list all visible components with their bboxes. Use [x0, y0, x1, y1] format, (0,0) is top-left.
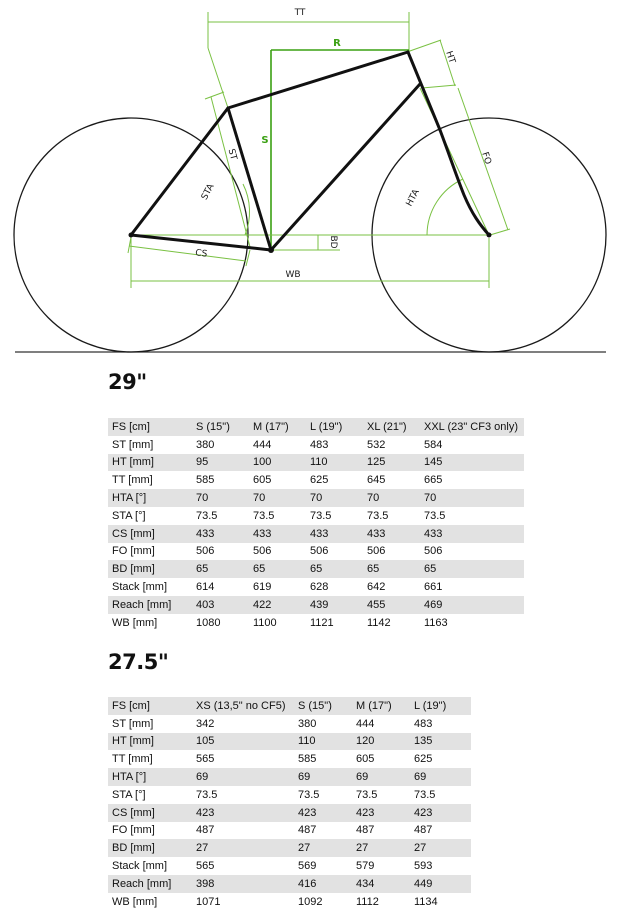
table-cell: Reach [mm] [108, 875, 192, 893]
table-row [108, 596, 524, 614]
label-cs: CS [194, 248, 208, 260]
table-cell: HT [mm] [108, 733, 192, 751]
table-cell: 1071 [196, 895, 221, 908]
table-cell: 73.5 [196, 788, 218, 801]
table-cell: 1092 [298, 895, 323, 908]
table-row [108, 560, 524, 578]
table-cell: 70 [306, 489, 363, 507]
geometry-table-275 [108, 697, 471, 911]
table-row [108, 715, 471, 733]
table-cell: 422 [249, 596, 306, 614]
table-row [108, 733, 471, 751]
table-cell: 569 [298, 860, 317, 873]
table-cell: 565 [196, 753, 215, 766]
table-header-cell: XXL (23" CF3 only) [420, 418, 524, 436]
table-cell: 1121 [310, 616, 334, 629]
hta-arc [427, 179, 463, 235]
table-cell: 73.5 [310, 509, 332, 522]
table-cell: 469 [420, 596, 524, 614]
label-bd: BD [328, 235, 338, 249]
table-cell: 593 [414, 860, 433, 873]
table-cell: 487 [298, 824, 317, 837]
table-header-cell: FS [cm] [108, 697, 192, 715]
table-cell: 380 [298, 717, 317, 730]
table-row [108, 471, 524, 489]
table-cell: 433 [420, 525, 524, 543]
table-row [108, 893, 471, 911]
table-cell: 645 [367, 474, 386, 487]
table-row [108, 525, 524, 543]
label-wb: WB [285, 270, 301, 280]
table-cell: 73.5 [196, 509, 218, 522]
table-cell: 380 [196, 438, 215, 451]
table-title-275: 27.5" [108, 650, 169, 674]
table-cell: 65 [306, 560, 363, 578]
table-cell: 125 [363, 454, 420, 472]
table-cell: 506 [367, 545, 386, 558]
table-cell: 65 [249, 560, 306, 578]
cs-dimension-line [129, 246, 246, 261]
table-cell: 487 [356, 824, 375, 837]
label-st: ST [225, 147, 239, 162]
chain-stay [131, 235, 271, 250]
table-cell: 423 [294, 804, 352, 822]
table-cell: 342 [196, 717, 215, 730]
table-cell: 403 [192, 596, 249, 614]
table-cell: 444 [356, 717, 375, 730]
table-row [108, 489, 524, 507]
table-cell: 584 [424, 438, 443, 451]
down-tube [271, 84, 420, 250]
table-cell: 487 [196, 824, 215, 837]
table-cell: 614 [196, 581, 215, 594]
table-cell: STA [°] [112, 788, 146, 801]
table-cell: 1100 [253, 616, 277, 629]
table-cell: 105 [192, 733, 294, 751]
label-fo: FO [479, 151, 493, 166]
table-cell: 65 [420, 560, 524, 578]
table-cell: 100 [249, 454, 306, 472]
table-cell: 65 [363, 560, 420, 578]
table-cell: 625 [414, 753, 433, 766]
top-tube [228, 52, 408, 108]
table-cell: STA [°] [112, 509, 146, 522]
table-row [108, 454, 524, 472]
table-cell: FO [mm] [112, 824, 155, 837]
table-cell: 579 [356, 860, 375, 873]
table-cell: 487 [414, 824, 433, 837]
table-cell: 1134 [414, 895, 438, 908]
table-cell: 585 [298, 753, 317, 766]
table-cell: 69 [192, 768, 294, 786]
table-cell: 423 [410, 804, 471, 822]
table-cell: TT [mm] [112, 753, 153, 766]
table-header-row [108, 697, 471, 715]
table-cell: Stack [mm] [112, 860, 168, 873]
table-cell: 95 [192, 454, 249, 472]
table-cell: 506 [310, 545, 329, 558]
table-header-cell: S (15") [294, 697, 352, 715]
table-cell: 110 [306, 454, 363, 472]
table-header-cell: L (19") [410, 697, 471, 715]
table-row [108, 786, 471, 804]
table-header-cell: FS [cm] [108, 418, 192, 436]
table-cell: 120 [352, 733, 410, 751]
table-cell: 27 [410, 839, 471, 857]
geometry-table-29 [108, 418, 524, 632]
table-row [108, 543, 524, 561]
table-cell: 27 [192, 839, 294, 857]
table-row [108, 839, 471, 857]
table-cell: 433 [363, 525, 420, 543]
table-cell: 69 [352, 768, 410, 786]
table-cell: 27 [294, 839, 352, 857]
sta-arc [243, 184, 250, 235]
table-row [108, 768, 471, 786]
table-cell: WB [mm] [112, 895, 158, 908]
table-cell: 565 [196, 860, 215, 873]
table-cell: 69 [410, 768, 471, 786]
table-cell: 506 [196, 545, 215, 558]
table-row [108, 857, 471, 875]
table-cell: 135 [410, 733, 471, 751]
table-cell: 449 [410, 875, 471, 893]
table-cell: 73.5 [424, 509, 446, 522]
table-header-cell: M (17") [352, 697, 410, 715]
table-header-cell: XL (21") [363, 418, 420, 436]
table-row [108, 750, 471, 768]
table-cell: 585 [196, 474, 215, 487]
table-cell: HTA [°] [108, 489, 192, 507]
bike-geometry-diagram [0, 0, 620, 360]
table-cell: 506 [253, 545, 272, 558]
table-cell: ST [mm] [112, 717, 154, 730]
label-r: R [333, 38, 341, 49]
table-header-row [108, 418, 524, 436]
table-cell: 532 [367, 438, 386, 451]
table-cell: 70 [420, 489, 524, 507]
table-cell: 619 [253, 581, 272, 594]
table-cell: 506 [424, 545, 443, 558]
seat-stay [131, 108, 228, 235]
table-cell: 70 [363, 489, 420, 507]
table-cell: 65 [192, 560, 249, 578]
table-cell: 70 [192, 489, 249, 507]
table-cell: WB [mm] [112, 616, 158, 629]
table-row [108, 436, 524, 454]
table-cell: BD [mm] [108, 560, 192, 578]
table-cell: 483 [414, 717, 433, 730]
table-cell: Stack [mm] [112, 581, 168, 594]
label-hta: HTA [404, 187, 422, 209]
table-row [108, 804, 471, 822]
table-cell: 145 [420, 454, 524, 472]
table-cell: 433 [249, 525, 306, 543]
table-cell: CS [mm] [108, 804, 192, 822]
table-cell: 661 [424, 581, 443, 594]
table-cell: HT [mm] [108, 454, 192, 472]
table-cell: 434 [352, 875, 410, 893]
table-cell: 455 [363, 596, 420, 614]
table-cell: 628 [310, 581, 329, 594]
table-cell: 69 [294, 768, 352, 786]
table-cell: 398 [192, 875, 294, 893]
table-row [108, 822, 471, 840]
table-cell: 433 [192, 525, 249, 543]
table-cell: CS [mm] [108, 525, 192, 543]
table-cell: FO [mm] [112, 545, 155, 558]
table-header-cell: M (17") [249, 418, 306, 436]
table-cell: 27 [352, 839, 410, 857]
table-cell: 433 [306, 525, 363, 543]
table-header-cell: L (19") [306, 418, 363, 436]
table-cell: 439 [306, 596, 363, 614]
table-cell: 73.5 [367, 509, 389, 522]
table-row [108, 614, 524, 632]
table-cell: 110 [294, 733, 352, 751]
table-cell: 1142 [367, 616, 391, 629]
table-header-cell: XS (13,5" no CF5) [192, 697, 294, 715]
label-tt: TT [294, 8, 306, 18]
table-cell: 642 [367, 581, 386, 594]
table-cell: 1112 [356, 895, 379, 908]
table-cell: HTA [°] [108, 768, 192, 786]
table-row [108, 875, 471, 893]
table-title-29: 29" [108, 370, 147, 394]
label-s: S [261, 135, 269, 146]
table-cell: 73.5 [253, 509, 275, 522]
table-cell: 73.5 [356, 788, 378, 801]
table-cell: 73.5 [298, 788, 320, 801]
table-header-cell: S (15") [192, 418, 249, 436]
table-cell: BD [mm] [108, 839, 192, 857]
table-row [108, 507, 524, 525]
table-row [108, 578, 524, 596]
table-cell: 423 [352, 804, 410, 822]
table-cell: 70 [249, 489, 306, 507]
table-cell: 1163 [424, 616, 448, 629]
table-cell: 423 [192, 804, 294, 822]
table-cell: 444 [253, 438, 272, 451]
table-cell: 605 [356, 753, 375, 766]
label-sta: STA [199, 182, 217, 202]
table-cell: TT [mm] [112, 474, 153, 487]
table-cell: 665 [424, 474, 443, 487]
table-cell: Reach [mm] [108, 596, 192, 614]
label-ht: HT [443, 50, 457, 65]
table-cell: 1080 [196, 616, 221, 629]
table-cell: 625 [310, 474, 329, 487]
table-cell: 483 [310, 438, 329, 451]
table-cell: ST [mm] [112, 438, 154, 451]
table-cell: 605 [253, 474, 272, 487]
table-cell: 73.5 [414, 788, 436, 801]
table-cell: 416 [294, 875, 352, 893]
